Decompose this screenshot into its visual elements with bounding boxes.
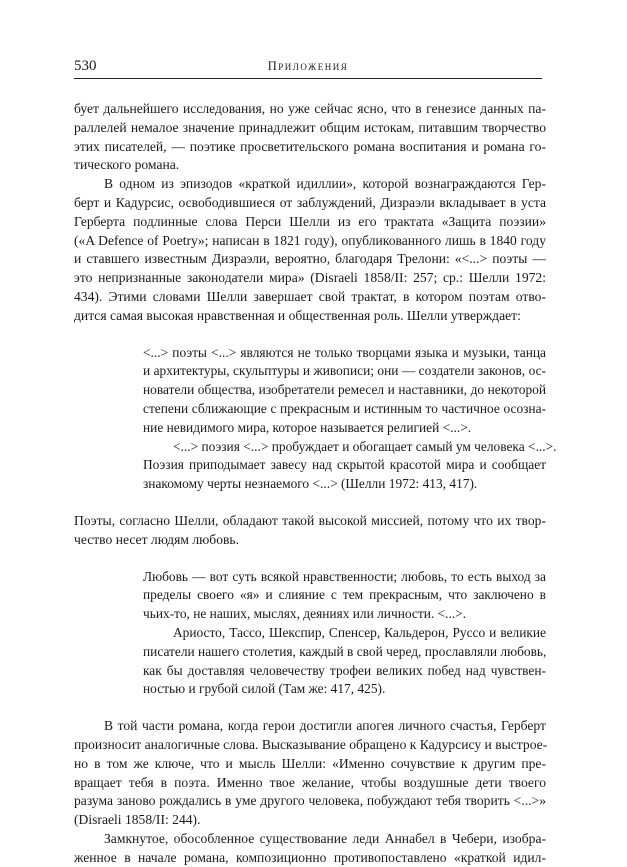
paragraph [74,175,546,325]
text-line: В той части романа, когда герои достигли апогея личного счастья, Герберт [104,718,546,734]
paragraph [74,512,546,550]
paragraph [74,717,546,830]
quote-line: степени сближающие с прекрасным и истинным то частичное осозна- [143,400,546,416]
page-number: 530 [74,58,97,74]
quote-line: знакомому черты незнаемого <...> (Шелли 1972: 413, 417). [143,476,478,492]
block-quote [143,344,557,494]
text-line: Поэты, согласно Шелли, обладают такой высокой миссией, потому что их твор- [74,512,546,528]
running-head: Приложения [267,59,349,73]
quote-line: <...> поэты <...> являются не только творцами языка и музыки, танца [143,344,546,360]
quote-line: писатели нашего столетия, каждый в свой черед, прославляли любовь, [143,643,547,659]
body-text [74,100,557,867]
quote-line: Поэзия приподымает завесу над скрытой красотой мира и сообщает [143,457,546,473]
quote-line: и архитектуры, скульптуры и живописи; они — создатели законов, ос- [143,363,546,379]
paragraph [74,100,546,175]
text-line: 434). Этими словами Шелли завершает свой трактат, в котором поэтам отво- [74,288,546,304]
spacer [74,699,546,717]
text-line: чество несет людям любовь. [74,531,240,547]
quote-line: ностью и грубой силой (Там же: 417, 425). [143,681,386,697]
quote-line: ние невидимого мира, которое называется религией <...>. [143,419,472,435]
spacer [74,550,546,568]
spacer [74,326,546,344]
text-line: и ставшего известным Дизраэли, вероятно, благодаря Трелони: «<...> поэты — [74,251,546,267]
page-header [74,58,542,79]
quote-line: нователи общества, изобретатели ремесел и наставники, до некоторой [143,382,546,398]
text-line: раллелей немалое значение принадлежит общим истокам, питавшим творчество [74,119,546,135]
quote-line: чьих-то, не наших, мыслях, деяниях или личности. <...>. [143,606,467,622]
text-line: бует дальнейшего исследования, но уже сейчас ясно, что в генезисе данных па- [74,101,546,116]
text-line: этих писателей, — поэтике просветительского романа воспитания и романа го- [74,138,546,154]
quote-line: как бы доставляя человечеству трофеи великих побед над чувствен- [143,662,546,678]
text-line: Герберта подлинные слова Перси Шелли из его трактата «Защита поэзии» [74,213,546,229]
spacer [74,494,546,512]
quote-line: пределы своего «я» и слияние с тем прекрасным, что заключено в [143,587,546,603]
text-line: (Disraeli 1858/II: 244). [74,812,201,828]
paragraph [74,830,546,867]
text-line: но в том же ключе, что и мысль Шелли: «Именно сочувствие к другим пре- [74,755,546,771]
text-line: берт и Кадурсис, освободившиеся от заблуждений, Дизраэли вкладывает в уста [74,194,546,210]
text-line: Замкнутое, обособленное существование леди Аннабел в Чебери, изобра- [104,830,546,846]
text-line: дится самая высокая нравственная и общественная роль. Шелли утверждает: [74,307,521,323]
quote-line: Ариосто, Тассо, Шекспир, Спенсер, Кальдерон, Руссо и великие [173,624,546,640]
block-quote [143,568,546,700]
text-line: разума заново рождались в уме другого человека, побуждают тебя творить <...>» [74,793,546,809]
text-line: женное в начале романа, композиционно противопоставлено «краткой идил- [74,849,546,865]
quote-line: Любовь — вот суть всякой нравственности; любовь, то есть выход за [143,568,546,584]
quote-line: <...> поэзия <...> пробуждает и обогащает самый ум человека <...>. [173,438,557,454]
text-line: произносит аналогичные слова. Высказывание обращено к Кадурсису и выстрое- [74,736,548,752]
text-line: («A Defence of Poetry»; написан в 1821 году), опубликованного лишь в 1840 году [74,232,546,248]
text-line: вращает тебя в поэта. Именно твое желание, чтобы воздушные дети твоего [74,774,546,790]
text-line: тического романа. [74,157,180,173]
text-line: В одном из эпизодов «краткой идиллии», которой вознаграждаются Гер- [104,176,546,192]
text-line: это непризнанные законодатели мира» (Disraeli 1858/II: 257; ср.: Шелли 1972: [74,270,546,286]
